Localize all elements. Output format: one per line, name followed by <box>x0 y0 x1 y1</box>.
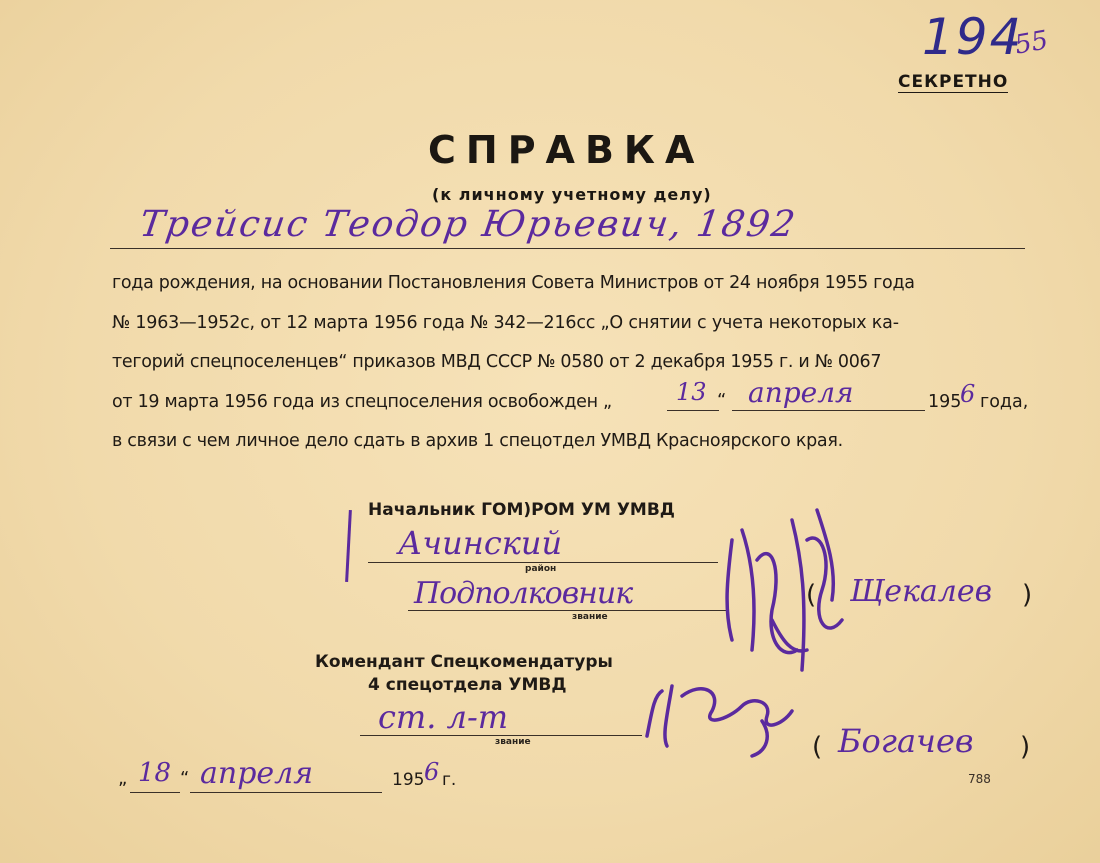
commandant-title-line-1: Комендант Спецкомендатуры <box>315 652 613 672</box>
release-year-digit: 6 <box>960 380 976 408</box>
body-line-5: в связи с чем личное дело сдать в архив 1 спецотдел УМВД Красноярского края. <box>112 431 843 451</box>
date-year-prefix: 195 <box>392 770 425 790</box>
date-close-quote: “ <box>180 768 190 789</box>
archive-number-suffix: 55 <box>1012 25 1051 61</box>
date-day-line <box>130 792 180 793</box>
commandant-name-paren-close: ) <box>1020 732 1031 762</box>
commandant-rank: ст. л-т <box>378 698 509 736</box>
release-month-line <box>732 410 925 411</box>
archive-number: 194 <box>922 8 1024 66</box>
release-year-prefix: 195 <box>928 392 962 412</box>
commandant-name: Богачев <box>838 722 974 760</box>
chief-district-caption: район <box>525 564 557 574</box>
body-line-4-post: года, <box>980 392 1029 412</box>
chief-signature-image <box>712 500 857 675</box>
margin-mark <box>345 510 352 582</box>
date-year-digit: 6 <box>424 758 440 786</box>
chief-name-paren-open: ( <box>806 580 817 610</box>
chief-rank-caption: звание <box>572 612 608 622</box>
chief-name: Щекалев <box>850 574 993 609</box>
commandant-rank-caption: звание <box>495 737 531 747</box>
body-line-4-pre: от 19 марта 1956 года из спецпоселения освобожден „ <box>112 392 612 412</box>
chief-rank: Подполковник <box>414 576 633 611</box>
commandant-name-paren-open: ( <box>812 732 823 762</box>
body-line-2: № 1963—1952с, от 12 марта 1956 года № 342—216сс „О снятии с учета некоторых ка- <box>112 313 899 333</box>
chief-district: Ачинский <box>398 524 563 562</box>
release-day: 13 <box>676 378 707 406</box>
document-subtitle: (к личному учетному делу) <box>432 185 712 204</box>
body-line-1: года рождения, на основании Постановления Совета Министров от 24 ноября 1955 года <box>112 273 915 293</box>
body-line-3: тегорий спецпоселенцев“ приказов МВД СССР № 0580 от 2 декабря 1955 г. и № 0067 <box>112 352 882 372</box>
commandant-title-line-2: 4 спецотдела УМВД <box>368 675 567 695</box>
chief-name-paren-close: ) <box>1022 580 1033 610</box>
document-title: СПРАВКА <box>428 128 705 172</box>
chief-district-line <box>368 562 718 563</box>
date-month: апреля <box>200 756 314 791</box>
commandant-signature-image <box>632 676 812 758</box>
release-day-close-quote: “ <box>717 390 727 411</box>
person-name-line <box>110 248 1025 249</box>
date-open-quote: „ <box>118 768 128 789</box>
date-day: 18 <box>138 758 172 788</box>
release-month: апреля <box>748 376 854 409</box>
person-name-handwritten: Трейсис Теодор Юрьевич, 1892 <box>137 204 800 245</box>
release-day-line <box>667 410 719 411</box>
chief-title: Начальник ГОМ)РОМ УМ УМВД <box>368 500 675 520</box>
date-month-line <box>190 792 382 793</box>
date-suffix: г. <box>442 770 457 790</box>
page-number: 788 <box>968 772 991 786</box>
classification-stamp: СЕКРЕТНО <box>898 72 1009 92</box>
